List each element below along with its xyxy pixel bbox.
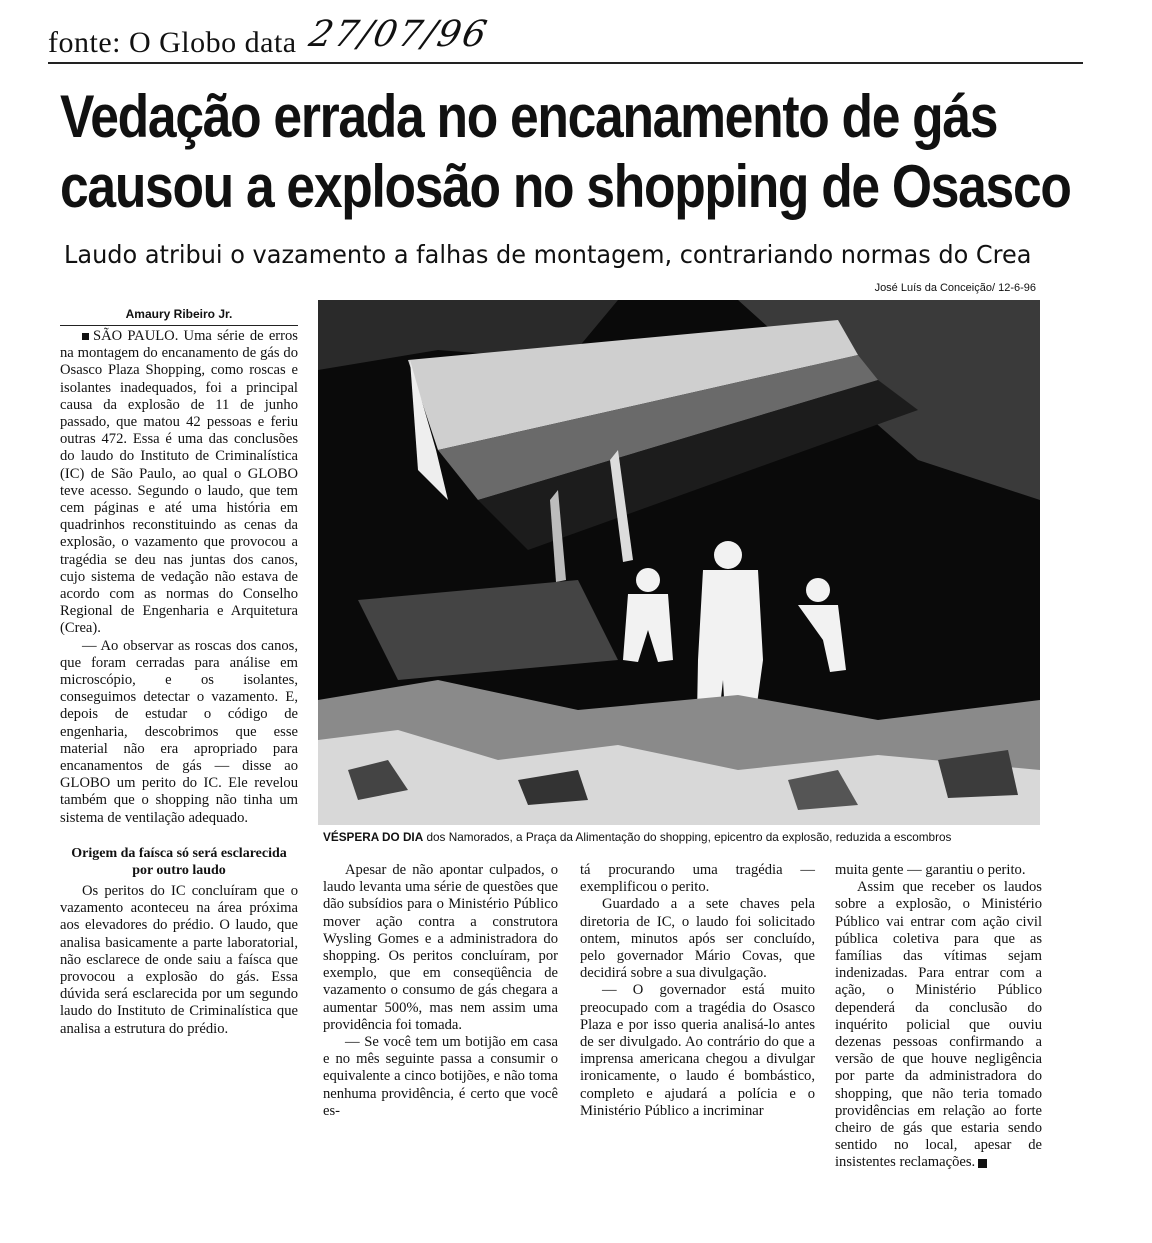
article-paragraph: — Se você tem um botijão em casa e no mês seguinte passa a consumir o equivalente a cinco botijões, e não toma nenhuma providência, é certo que você es- <box>323 1034 558 1119</box>
article-paragraph: — O governador está muito preocupado com a tragédia do Osasco Plaza e por isso queria analisá-lo antes de ser divulgado. Ao contrário do que a imprensa americana chegou a divulgar ironicamente, o laudo é bombástico, completo e ajudará a polícia e o Ministério Público a incriminar <box>580 982 815 1119</box>
article-paragraph: tá procurando uma tragédia — exemplificou o perito. <box>580 862 815 896</box>
article-paragraph: — Ao observar as roscas dos canos, que foram cerradas para análise em microscópio, e os isolantes, conseguimos detectar o vazamento. E, depois de estudar o código de engenharia, descobrimos que esse material não era apropriado para encanamentos de gás — disse ao GLOBO um perito do IC. Ele revelou também que o shopping não tinha um sistema de ventilação adequado. <box>60 637 298 826</box>
bullet-icon <box>82 333 89 340</box>
photo-credit: José Luís da Conceição/ 12-6-96 <box>874 282 1036 294</box>
article-paragraph: SÃO PAULO. Uma série de erros na montagem do encanamento de gás do Osasco Plaza Shopping, como roscas e isolantes inadequados, foi a principal causa da explosão de 11 de junho passado, que matou 42 pessoas e feriu outras 472. Essa é uma das conclusões do laudo do Instituto de Criminalística (IC) de São Paulo, ao qual o GLOBO teve acesso. Segundo o laudo, que tem cem páginas e até uma história em quadrinhos reconstituindo as cenas da explosão, o vazamento que provocou a tragédia se deu nas juntas dos canos, cujo sistema de vedação não estava de acordo com as normas do Conselho Regional de Engenharia e Arquitetura (Crea). <box>60 328 298 637</box>
article-paragraph: Assim que receber os laudos sobre a explosão, o Ministério Público vai entrar com ação civil pública coletiva para que as famílias das vítimas sejam indenizadas. Para entrar com a ação, o Ministério Público dependerá da conclusão do inquérito policial que ouviu dezenas pessoas confirmando a versão de que houve negligência por parte da administradora do shopping, que não teria tomado providências em relação ao forte cheiro de gás que estaria sendo sentido no local, apesar de insistentes reclamações. <box>835 879 1042 1171</box>
article-paragraph: Guardado a a sete chaves pela diretoria de IC, o laudo foi solicitado ontem, minutos após ser concluído, pelo governador Mário Covas, que decidirá sobre a sua divulgação. <box>580 896 815 982</box>
article-paragraph: Apesar de não apontar culpados, o laudo levanta uma série de questões que dão subsídios para o Ministério Público mover ação contra a construtora Wysling Gomes e a administradora do shopping. Os peritos concluíram, por exemplo, que em conseqüência de vazamento o consumo de gás chegara a aumentar 500%, mas nem assim uma providência foi tomada. <box>323 862 558 1033</box>
article-column-3 <box>580 862 815 1120</box>
article-paragraph: muita gente — garantiu o perito. <box>835 862 1026 878</box>
headline <box>60 82 1071 222</box>
headline-line-1: Vedação errada no encanamento de gás <box>60 83 998 150</box>
article-column-2 <box>323 862 558 1120</box>
end-mark-icon <box>978 1159 987 1168</box>
caption-lead: VÉSPERA DO DIA <box>323 830 424 844</box>
source-line <box>48 14 1083 64</box>
byline: Amaury Ribeiro Jr. <box>60 307 298 326</box>
article-column-4 <box>835 862 1042 1172</box>
article-paragraph: Os peritos do IC concluíram que o vazamento aconteceu na área próxima aos elevadores do prédio. O laudo, que analisa basicamente a parte laboratorial, não esclarece de onde saiu a faísca que provocou a explosão do gás. Essa dúvida será esclarecida por um segundo laudo do Instituto de Criminalística que analisa a estrutura do prédio. <box>60 882 298 1037</box>
article-column-1 <box>60 328 298 1038</box>
caption-text: dos Namorados, a Praça da Alimentação do shopping, epicentro da explosão, reduzida a escombros <box>423 830 952 844</box>
handwritten-date: 27/07/96 <box>305 14 493 55</box>
photo-caption <box>323 830 1029 844</box>
source-label: fonte: O Globo data <box>48 26 297 59</box>
headline-line-2: causou a explosão no shopping de Osasco <box>60 153 1071 220</box>
news-photo <box>318 300 1040 825</box>
article-subheading: Origem da faísca só será esclarecida por outro laudo <box>71 845 287 878</box>
explosion-rubble-photo <box>318 300 1040 825</box>
subheadline: Laudo atribui o vazamento a falhas de montagem, contrariando normas do Crea <box>64 240 1032 269</box>
